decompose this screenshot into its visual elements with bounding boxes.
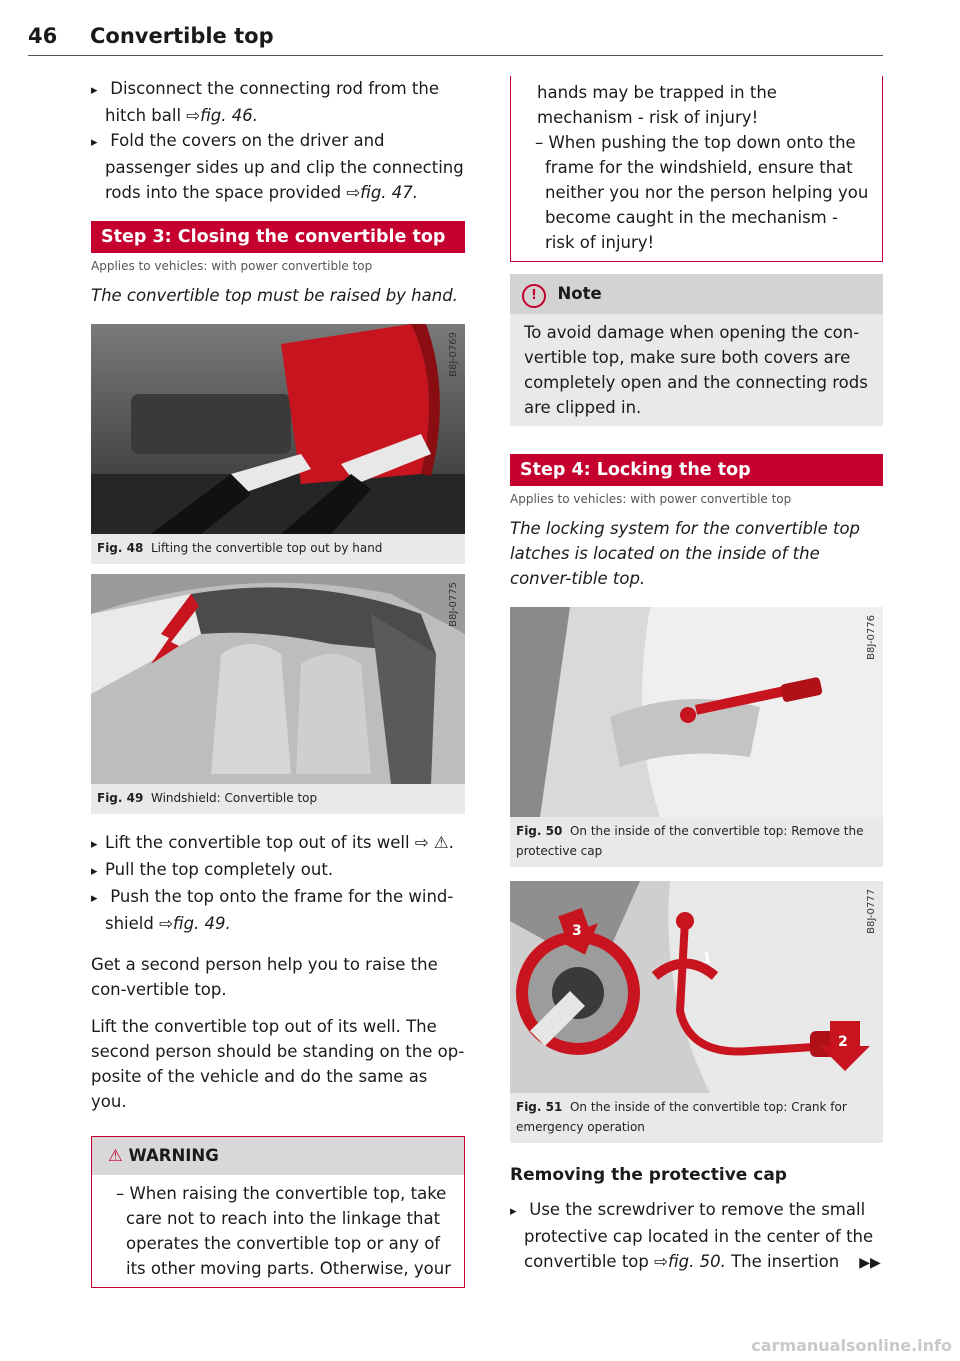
lift-top-illustration bbox=[91, 324, 465, 534]
watermark: carmanualsonline.info bbox=[751, 1336, 952, 1355]
step4-lead: The locking system for the convertible top latches is located on the inside of the conver-tible top. bbox=[510, 519, 861, 588]
figure-50 bbox=[510, 607, 883, 867]
fig48-code: B8J-0769 bbox=[448, 332, 459, 377]
warning-box-continued bbox=[510, 76, 883, 262]
warning-box bbox=[91, 1136, 465, 1288]
bullet-push-top: ▸ Push the top onto the frame for the wind-shield ⇨fig. 49. bbox=[91, 884, 465, 936]
note-text: To avoid damage when opening the con-vertible top, make sure both covers are completely open and the connecting rods are clipped in. bbox=[524, 323, 868, 417]
fig48-caption: Fig. 48 Lifting the convertible top out by hand bbox=[97, 541, 383, 555]
left-column bbox=[91, 76, 465, 1288]
fig49-code: B8J-0775 bbox=[448, 582, 459, 627]
bullet-lift-top: ▸ Lift the convertible top out of its well ⇨ ⚠. bbox=[91, 830, 465, 857]
figure-49 bbox=[91, 574, 465, 814]
step4-heading: Step 4: Locking the top bbox=[510, 454, 883, 486]
crank-illustration bbox=[510, 881, 883, 1093]
bullet-fold-covers: ▸ Fold the covers on the driver and passenger sides up and clip the connecting rods into the space provided ⇨fig. 47. bbox=[91, 128, 465, 205]
figure-51-image bbox=[510, 881, 883, 1093]
step3-lead: The convertible top must be raised by hand. bbox=[91, 286, 458, 305]
fig50-ref[interactable]: fig. 50. bbox=[667, 1252, 726, 1271]
step4-applies: Applies to vehicles: with power convertible top bbox=[510, 492, 792, 506]
warning-triangle-icon: ⚠ bbox=[108, 1146, 123, 1165]
para-lift-well: Lift the convertible top out of its well. The second person should be standing on the op-posite of the vehicle and do the same as you. bbox=[91, 1017, 465, 1111]
note-info-icon: ! bbox=[522, 284, 546, 308]
warning-continued-body bbox=[511, 76, 882, 261]
para-second-person: Get a second person help you to raise the con-vertible top. bbox=[91, 955, 438, 999]
figure-50-image bbox=[510, 607, 883, 817]
subhead-remove-cap: Removing the protective cap bbox=[510, 1165, 787, 1185]
continue-arrow-icon: ▶▶ bbox=[859, 1255, 881, 1271]
warning-text: – When raising the convertible top, take care not to reach into the linkage that operates the convertible top or any of its other moving parts. Otherwise, your bbox=[116, 1184, 451, 1278]
fig49-ref[interactable]: fig. 49. bbox=[172, 914, 231, 933]
figure-51 bbox=[510, 881, 883, 1143]
header-divider bbox=[28, 55, 883, 56]
remove-cap-illustration bbox=[510, 607, 883, 817]
figure-48 bbox=[91, 324, 465, 564]
step3-heading: Step 3: Closing the convertible top bbox=[91, 221, 465, 253]
page-number: 46 bbox=[28, 24, 58, 48]
note-body bbox=[510, 314, 883, 426]
note-box bbox=[510, 274, 883, 426]
fig50-caption: Fig. 50 On the inside of the convertible top: Remove the protective cap bbox=[516, 824, 864, 858]
callout-1: 1 bbox=[702, 951, 712, 967]
fig51-code: B8J-0777 bbox=[866, 889, 877, 934]
warning-header: ⚠ WARNING bbox=[92, 1137, 464, 1175]
figure-49-image bbox=[91, 574, 465, 784]
warning-cont2: – When pushing the top down onto the frame for the windshield, ensure that neither you nor the person helping you become caught in the mechanism - risk of injury! bbox=[535, 133, 869, 252]
callout-3: 3 bbox=[572, 923, 582, 939]
fig51-caption: Fig. 51 On the inside of the convertible top: Crank for emergency operation bbox=[516, 1100, 847, 1134]
note-header: ! Note bbox=[510, 274, 883, 314]
bullet-pull-top: ▸ Pull the top completely out. bbox=[91, 857, 465, 884]
page-title: Convertible top bbox=[90, 24, 274, 48]
fig46-ref[interactable]: fig. 46. bbox=[200, 106, 258, 125]
step3-applies: Applies to vehicles: with power convertible top bbox=[91, 259, 373, 273]
bullet-disconnect-rod: ▸ Disconnect the connecting rod from the hitch ball ⇨fig. 46. bbox=[91, 76, 465, 128]
warning-body bbox=[92, 1175, 464, 1287]
fig49-caption: Fig. 49 Windshield: Convertible top bbox=[97, 791, 318, 805]
fig47-ref[interactable]: fig. 47. bbox=[360, 183, 419, 202]
callout-2: 2 bbox=[838, 1034, 848, 1050]
fig50-code: B8J-0776 bbox=[866, 615, 877, 660]
windshield-illustration bbox=[91, 574, 465, 784]
warning-cont1: hands may be trapped in the mechanism - risk of injury! bbox=[537, 83, 777, 127]
right-column bbox=[510, 76, 883, 1276]
figure-48-image bbox=[91, 324, 465, 534]
bullet-remove-cap: ▸ Use the screwdriver to remove the small protective cap located in the center of the convertible top ⇨fig. 50. The insertion ▶▶ bbox=[510, 1197, 883, 1276]
